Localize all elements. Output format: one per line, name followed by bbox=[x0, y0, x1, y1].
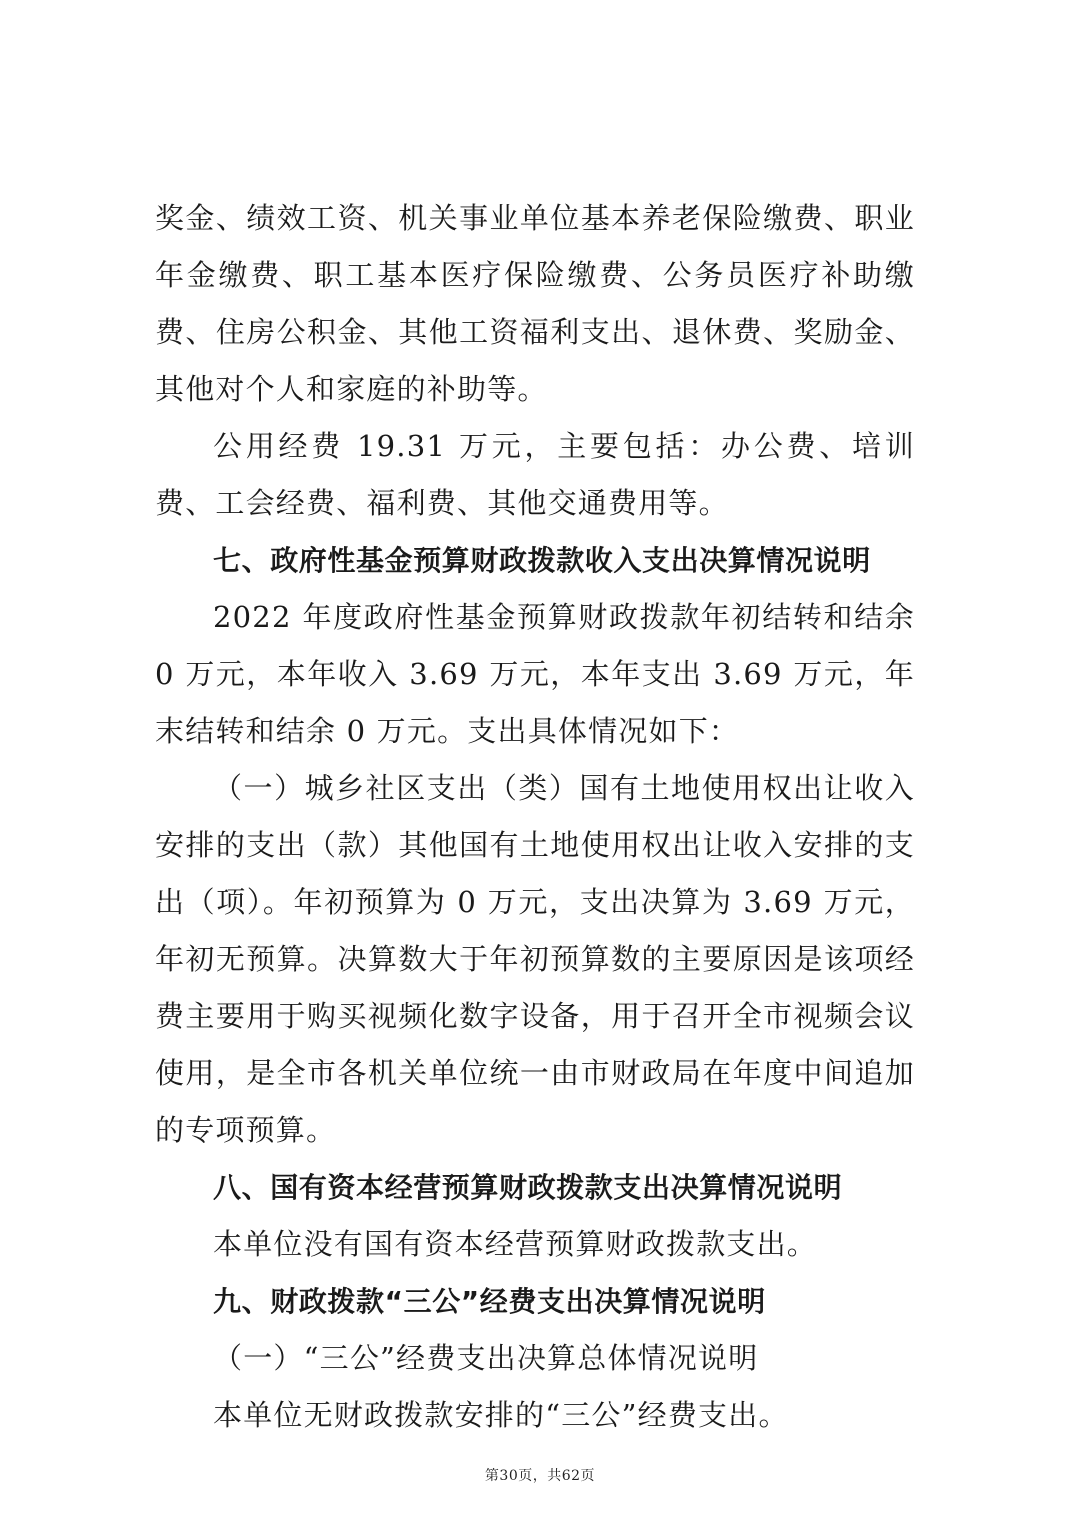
paragraph-personnel-expenses: 奖金、绩效工资、机关事业单位基本养老保险缴费、职业年金缴费、职工基本医疗保险缴费、公务员医疗补助缴费、住房公积金、其他工资福利支出、退休费、奖励金、其他对个人和家庭的补助等。 bbox=[155, 201, 915, 406]
paragraph-fund-budget-summary: 2022 年度政府性基金预算财政拨款年初结转和结余 0 万元，本年收入 3.69 万元，本年支出 3.69 万元，年末结转和结余 0 万元。支出具体情况如下： bbox=[155, 600, 915, 748]
heading-section-7: 七、政府性基金预算财政拨款收入支出决算情况说明 bbox=[213, 544, 871, 577]
subheading-three-public-overview: （一）“三公”经费支出决算总体情况说明 bbox=[213, 1341, 759, 1375]
heading-section-9: 九、财政拨款“三公”经费支出决算情况说明 bbox=[213, 1285, 766, 1318]
paragraph-urban-rural-expense: （一）城乡社区支出（类）国有土地使用权出让收入安排的支出（款）其他国有土地使用权出让收入安排的支出（项）。年初预算为 0 万元，支出决算为 3.69 万元，年初无预算。决算数大于年初预算数的主要原因是该项经费主要用于购买视频化数字设备，用于召开全市视频会议使用，是全市各机关单位统一由市财政局在年度中间追加的专项预算。 bbox=[155, 771, 915, 1147]
page-number-footer: 第30页，共62页 bbox=[484, 1468, 596, 1484]
paragraph-state-capital: 本单位没有国有资本经营预算财政拨款支出。 bbox=[213, 1227, 818, 1261]
heading-section-8: 八、国有资本经营预算财政拨款支出决算情况说明 bbox=[213, 1171, 843, 1204]
paragraph-three-public-none: 本单位无财政拨款安排的“三公”经费支出。 bbox=[213, 1398, 789, 1432]
document-body bbox=[155, 190, 915, 1444]
paragraph-public-expenses: 公用经费 19.31 万元，主要包括：办公费、培训费、工会经费、福利费、其他交通费用等。 bbox=[155, 429, 915, 520]
